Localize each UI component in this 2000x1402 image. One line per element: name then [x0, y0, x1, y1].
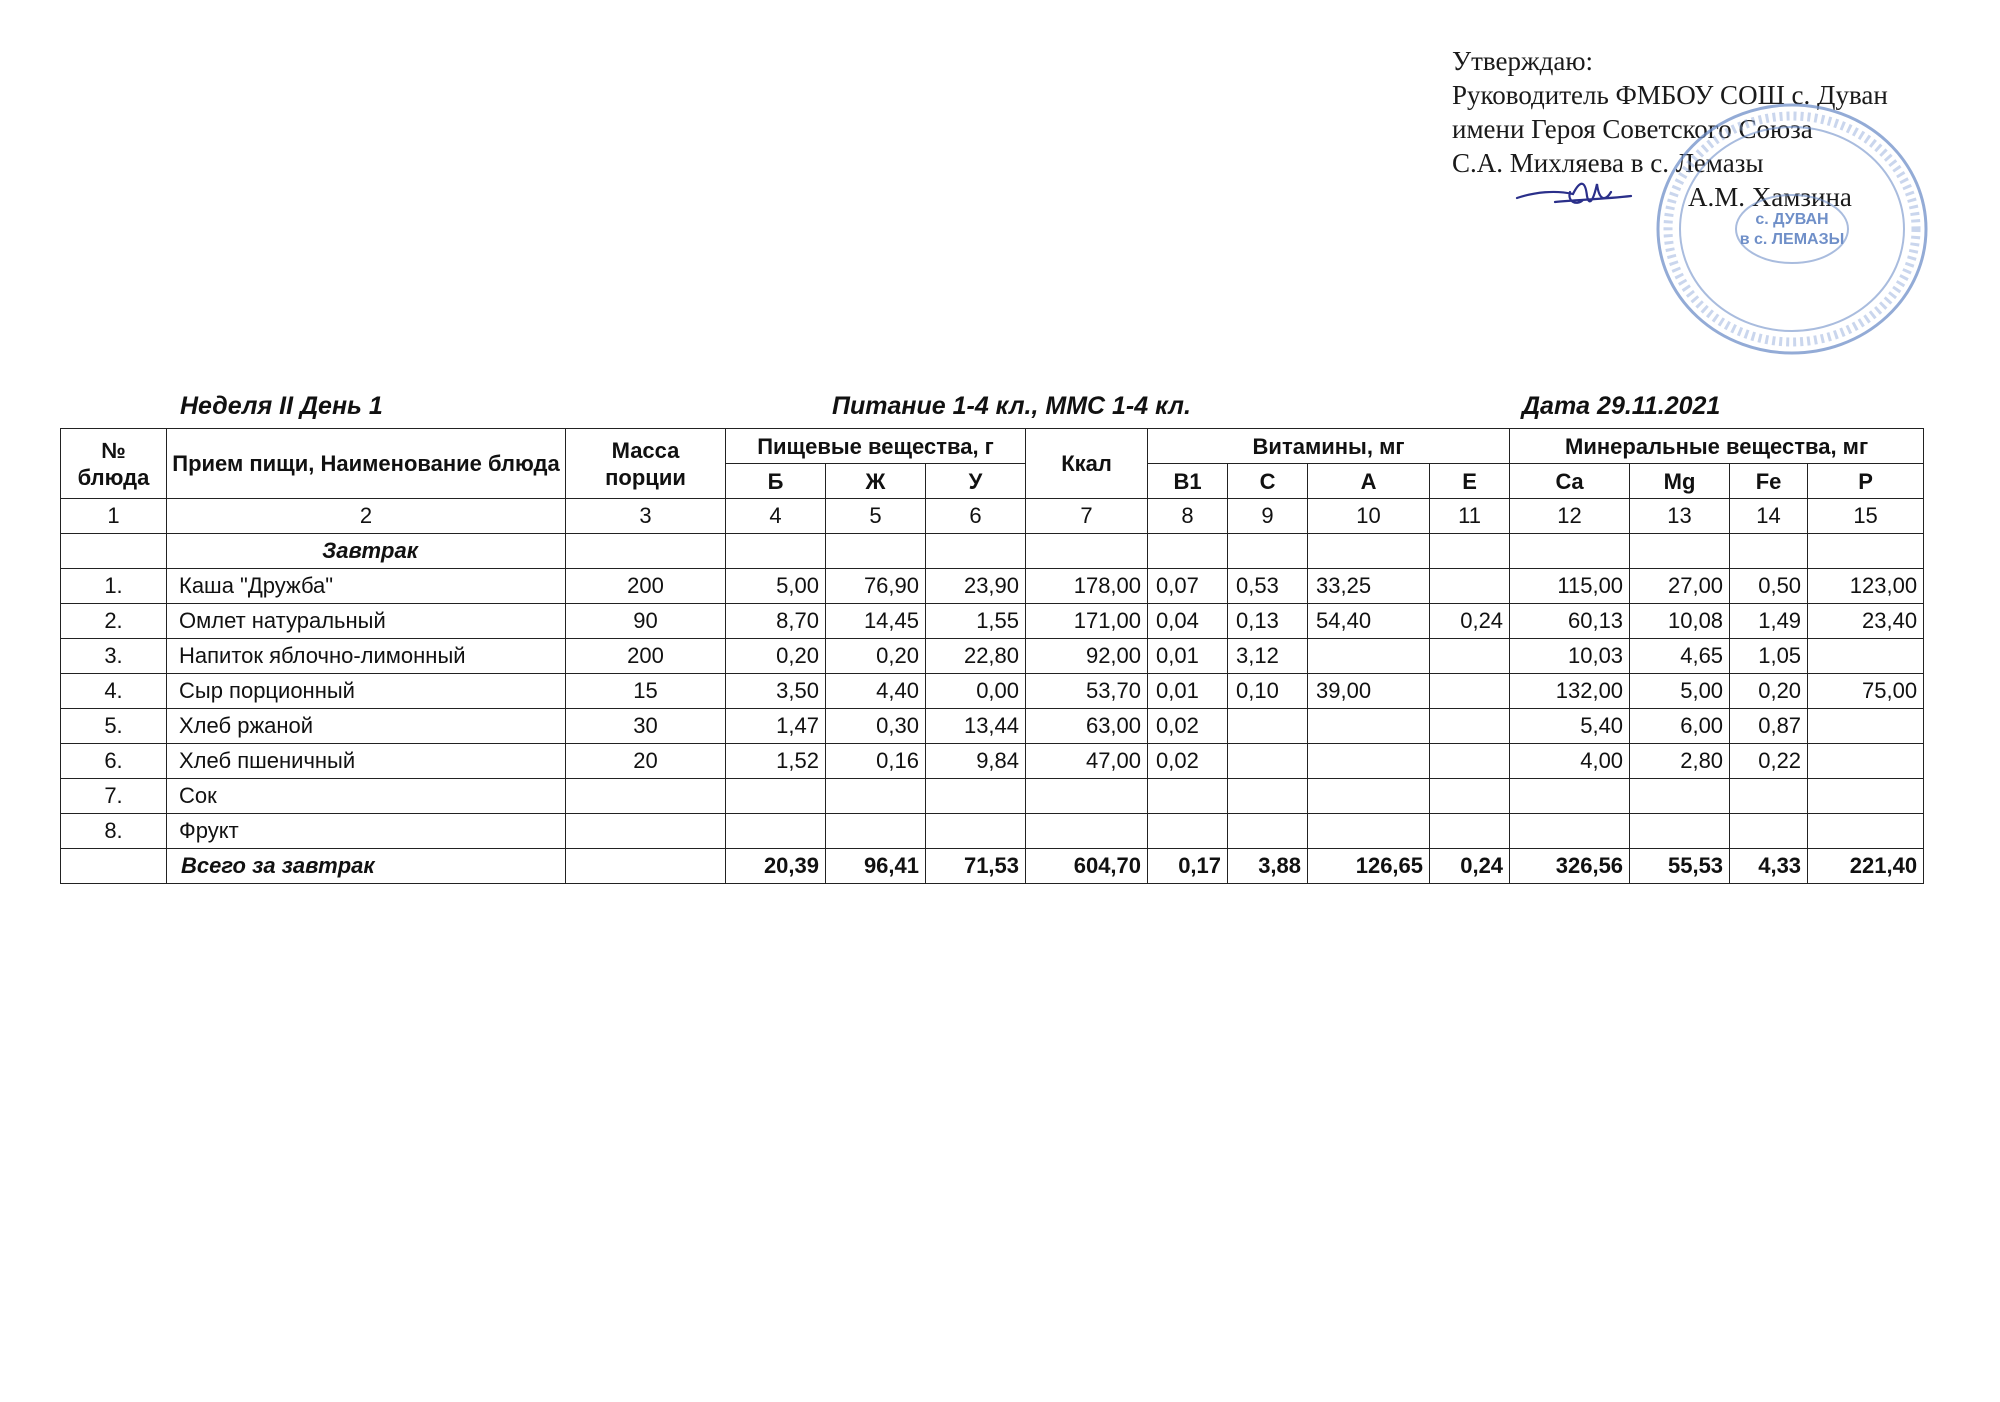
stamp-line-2: в с. ЛЕМАЗЫ	[1739, 231, 1845, 248]
col-header-nutrients: Пищевые вещества, г	[726, 429, 1026, 464]
column-number: 1	[61, 499, 167, 534]
cell-mass	[566, 779, 726, 814]
column-number: 13	[1630, 499, 1730, 534]
cell-mg: 27,00	[1630, 569, 1730, 604]
col-header-p: P	[1808, 464, 1924, 499]
column-numbers-row	[61, 499, 1924, 534]
cell-c	[1228, 814, 1308, 849]
cell-p	[1808, 744, 1924, 779]
column-number: 15	[1808, 499, 1924, 534]
cell-ca	[1510, 779, 1630, 814]
cell-b1: 0,02	[1148, 709, 1228, 744]
cell-mg: 4,65	[1630, 639, 1730, 674]
cell-e	[1430, 639, 1510, 674]
cell-p	[1808, 814, 1924, 849]
cell-e	[1430, 814, 1510, 849]
col-header-fe: Fe	[1730, 464, 1808, 499]
cell-num: 6.	[61, 744, 167, 779]
cell-b1	[1148, 814, 1228, 849]
col-header-mg: Mg	[1630, 464, 1730, 499]
cell-a: 33,25	[1308, 569, 1430, 604]
cell-a: 54,40	[1308, 604, 1430, 639]
column-number: 5	[826, 499, 926, 534]
table-row	[61, 639, 1924, 674]
cell-b1	[1148, 779, 1228, 814]
col-header-b: Б	[726, 464, 826, 499]
cell-u: 1,55	[926, 604, 1026, 639]
round-stamp-icon	[1652, 98, 1932, 360]
cell-kcal: 63,00	[1026, 709, 1148, 744]
cell-u	[926, 779, 1026, 814]
cell-b: 3,50	[726, 674, 826, 709]
cell-ca: 4,00	[1510, 744, 1630, 779]
cell-b	[726, 814, 826, 849]
col-header-kcal: Ккал	[1026, 429, 1148, 499]
cell-a	[1308, 779, 1430, 814]
cell-b: 0,20	[726, 639, 826, 674]
cell-mass: 20	[566, 744, 726, 779]
total-row	[61, 849, 1924, 884]
cell-num: 4.	[61, 674, 167, 709]
column-number: 9	[1228, 499, 1308, 534]
cell-e	[1430, 674, 1510, 709]
cell-kcal: 92,00	[1026, 639, 1148, 674]
menu-table	[60, 428, 1924, 884]
table-row	[61, 604, 1924, 639]
column-number: 8	[1148, 499, 1228, 534]
cell-c	[1228, 779, 1308, 814]
column-number: 3	[566, 499, 726, 534]
col-header-vitamins: Витамины, мг	[1148, 429, 1510, 464]
cell-name: Сок	[167, 779, 566, 814]
cell-fe	[1730, 779, 1808, 814]
cell-b	[726, 779, 826, 814]
table-row	[61, 709, 1924, 744]
cell-mg: 5,00	[1630, 674, 1730, 709]
cell-kcal: 171,00	[1026, 604, 1148, 639]
total-zh: 96,41	[826, 849, 926, 884]
cell-b: 1,52	[726, 744, 826, 779]
cell-mg: 10,08	[1630, 604, 1730, 639]
total-b: 20,39	[726, 849, 826, 884]
cell-p: 75,00	[1808, 674, 1924, 709]
total-kcal: 604,70	[1026, 849, 1148, 884]
cell-p	[1808, 779, 1924, 814]
cell-c: 0,53	[1228, 569, 1308, 604]
cell-b: 8,70	[726, 604, 826, 639]
column-number: 11	[1430, 499, 1510, 534]
cell-a	[1308, 814, 1430, 849]
cell-u: 9,84	[926, 744, 1026, 779]
col-header-num: № блюда	[61, 429, 167, 499]
cell-c	[1228, 709, 1308, 744]
cell-fe: 0,20	[1730, 674, 1808, 709]
cell-c	[1228, 744, 1308, 779]
cell-num: 5.	[61, 709, 167, 744]
date-heading: Дата 29.11.2021	[1522, 392, 1721, 420]
table-row	[61, 814, 1924, 849]
cell-p: 23,40	[1808, 604, 1924, 639]
total-b1: 0,17	[1148, 849, 1228, 884]
cell-u: 22,80	[926, 639, 1026, 674]
approval-org-location: С.А. Михляева в с. Лемазы	[1452, 148, 1764, 178]
cell-zh: 0,30	[826, 709, 926, 744]
cell-num: 3.	[61, 639, 167, 674]
col-header-c: C	[1228, 464, 1308, 499]
total-a: 126,65	[1308, 849, 1430, 884]
cell-e	[1430, 744, 1510, 779]
cell-zh: 0,16	[826, 744, 926, 779]
column-number: 12	[1510, 499, 1630, 534]
cell-num: 7.	[61, 779, 167, 814]
col-header-mass: Масса порции	[566, 429, 726, 499]
cell-zh: 0,20	[826, 639, 926, 674]
cell-zh: 4,40	[826, 674, 926, 709]
cell-ca: 10,03	[1510, 639, 1630, 674]
total-p: 221,40	[1808, 849, 1924, 884]
signature-icon	[1515, 172, 1635, 216]
cell-name: Сыр порционный	[167, 674, 566, 709]
table-row	[61, 569, 1924, 604]
cell-c: 0,13	[1228, 604, 1308, 639]
cell-b1: 0,02	[1148, 744, 1228, 779]
col-header-name: Прием пищи, Наименование блюда	[167, 429, 566, 499]
cell-c: 3,12	[1228, 639, 1308, 674]
cell-ca: 60,13	[1510, 604, 1630, 639]
col-header-zh: Ж	[826, 464, 926, 499]
cell-a	[1308, 639, 1430, 674]
cell-u: 13,44	[926, 709, 1026, 744]
cell-e	[1430, 709, 1510, 744]
cell-name: Хлеб пшеничный	[167, 744, 566, 779]
total-mg: 55,53	[1630, 849, 1730, 884]
cell-mg	[1630, 779, 1730, 814]
cell-fe: 1,49	[1730, 604, 1808, 639]
cell-mass: 30	[566, 709, 726, 744]
cell-name: Хлеб ржаной	[167, 709, 566, 744]
cell-a	[1308, 744, 1430, 779]
cell-ca: 5,40	[1510, 709, 1630, 744]
cell-fe: 0,50	[1730, 569, 1808, 604]
cell-p: 123,00	[1808, 569, 1924, 604]
cell-mass: 200	[566, 569, 726, 604]
cell-kcal	[1026, 814, 1148, 849]
cell-b1: 0,01	[1148, 674, 1228, 709]
column-number: 14	[1730, 499, 1808, 534]
cell-p	[1808, 639, 1924, 674]
cell-u	[926, 814, 1026, 849]
cell-name: Напиток яблочно-лимонный	[167, 639, 566, 674]
total-ca: 326,56	[1510, 849, 1630, 884]
cell-b1: 0,07	[1148, 569, 1228, 604]
section-title: Завтрак	[167, 534, 566, 569]
signer-name: А.М. Хамзина	[1688, 182, 1852, 212]
approval-org-name: имени Героя Советского Союза	[1452, 114, 1813, 144]
cell-ca: 132,00	[1510, 674, 1630, 709]
cell-ca: 115,00	[1510, 569, 1630, 604]
cell-p	[1808, 709, 1924, 744]
section-row-breakfast	[61, 534, 1924, 569]
cell-b1: 0,01	[1148, 639, 1228, 674]
stamp-line-1: с. ДУВАН	[1755, 211, 1829, 228]
cell-name: Омлет натуральный	[167, 604, 566, 639]
cell-u: 23,90	[926, 569, 1026, 604]
total-fe: 4,33	[1730, 849, 1808, 884]
total-label: Всего за завтрак	[167, 849, 566, 884]
cell-zh: 14,45	[826, 604, 926, 639]
cell-fe	[1730, 814, 1808, 849]
cell-kcal	[1026, 779, 1148, 814]
col-header-u: У	[926, 464, 1026, 499]
cell-kcal: 178,00	[1026, 569, 1148, 604]
col-header-minerals: Минеральные вещества, мг	[1510, 429, 1924, 464]
header-row-1	[61, 429, 1924, 464]
column-number: 6	[926, 499, 1026, 534]
cell-fe: 1,05	[1730, 639, 1808, 674]
col-header-b1: B1	[1148, 464, 1228, 499]
table-row	[61, 674, 1924, 709]
cell-fe: 0,87	[1730, 709, 1808, 744]
table-row	[61, 744, 1924, 779]
cell-num: 2.	[61, 604, 167, 639]
column-number: 7	[1026, 499, 1148, 534]
cell-ca	[1510, 814, 1630, 849]
col-header-ca: Ca	[1510, 464, 1630, 499]
approval-title: Утверждаю:	[1452, 46, 1594, 76]
column-number: 10	[1308, 499, 1430, 534]
cell-name: Каша "Дружба"	[167, 569, 566, 604]
col-header-a: A	[1308, 464, 1430, 499]
cell-u: 0,00	[926, 674, 1026, 709]
cell-e	[1430, 779, 1510, 814]
cell-a	[1308, 709, 1430, 744]
cell-zh: 76,90	[826, 569, 926, 604]
total-u: 71,53	[926, 849, 1026, 884]
column-number: 4	[726, 499, 826, 534]
cell-b: 5,00	[726, 569, 826, 604]
cell-kcal: 47,00	[1026, 744, 1148, 779]
total-c: 3,88	[1228, 849, 1308, 884]
cell-e	[1430, 569, 1510, 604]
col-header-e: E	[1430, 464, 1510, 499]
table-row	[61, 779, 1924, 814]
cell-zh	[826, 814, 926, 849]
cell-c: 0,10	[1228, 674, 1308, 709]
column-number: 2	[167, 499, 566, 534]
cell-name: Фрукт	[167, 814, 566, 849]
approval-position: Руководитель ФМБОУ СОШ с. Дуван	[1452, 80, 1888, 110]
week-day-heading: Неделя II День 1	[180, 392, 383, 420]
cell-b: 1,47	[726, 709, 826, 744]
dish-rows	[61, 569, 1924, 849]
cell-a: 39,00	[1308, 674, 1430, 709]
cell-zh	[826, 779, 926, 814]
cell-num: 8.	[61, 814, 167, 849]
feeding-group-heading: Питание 1-4 кл., ММС 1-4 кл.	[832, 392, 1191, 420]
total-e: 0,24	[1430, 849, 1510, 884]
cell-num: 1.	[61, 569, 167, 604]
cell-fe: 0,22	[1730, 744, 1808, 779]
cell-mass	[566, 814, 726, 849]
cell-mg: 6,00	[1630, 709, 1730, 744]
cell-mass: 90	[566, 604, 726, 639]
cell-mg	[1630, 814, 1730, 849]
cell-e: 0,24	[1430, 604, 1510, 639]
cell-mass: 15	[566, 674, 726, 709]
cell-mg: 2,80	[1630, 744, 1730, 779]
cell-b1: 0,04	[1148, 604, 1228, 639]
cell-kcal: 53,70	[1026, 674, 1148, 709]
cell-mass: 200	[566, 639, 726, 674]
